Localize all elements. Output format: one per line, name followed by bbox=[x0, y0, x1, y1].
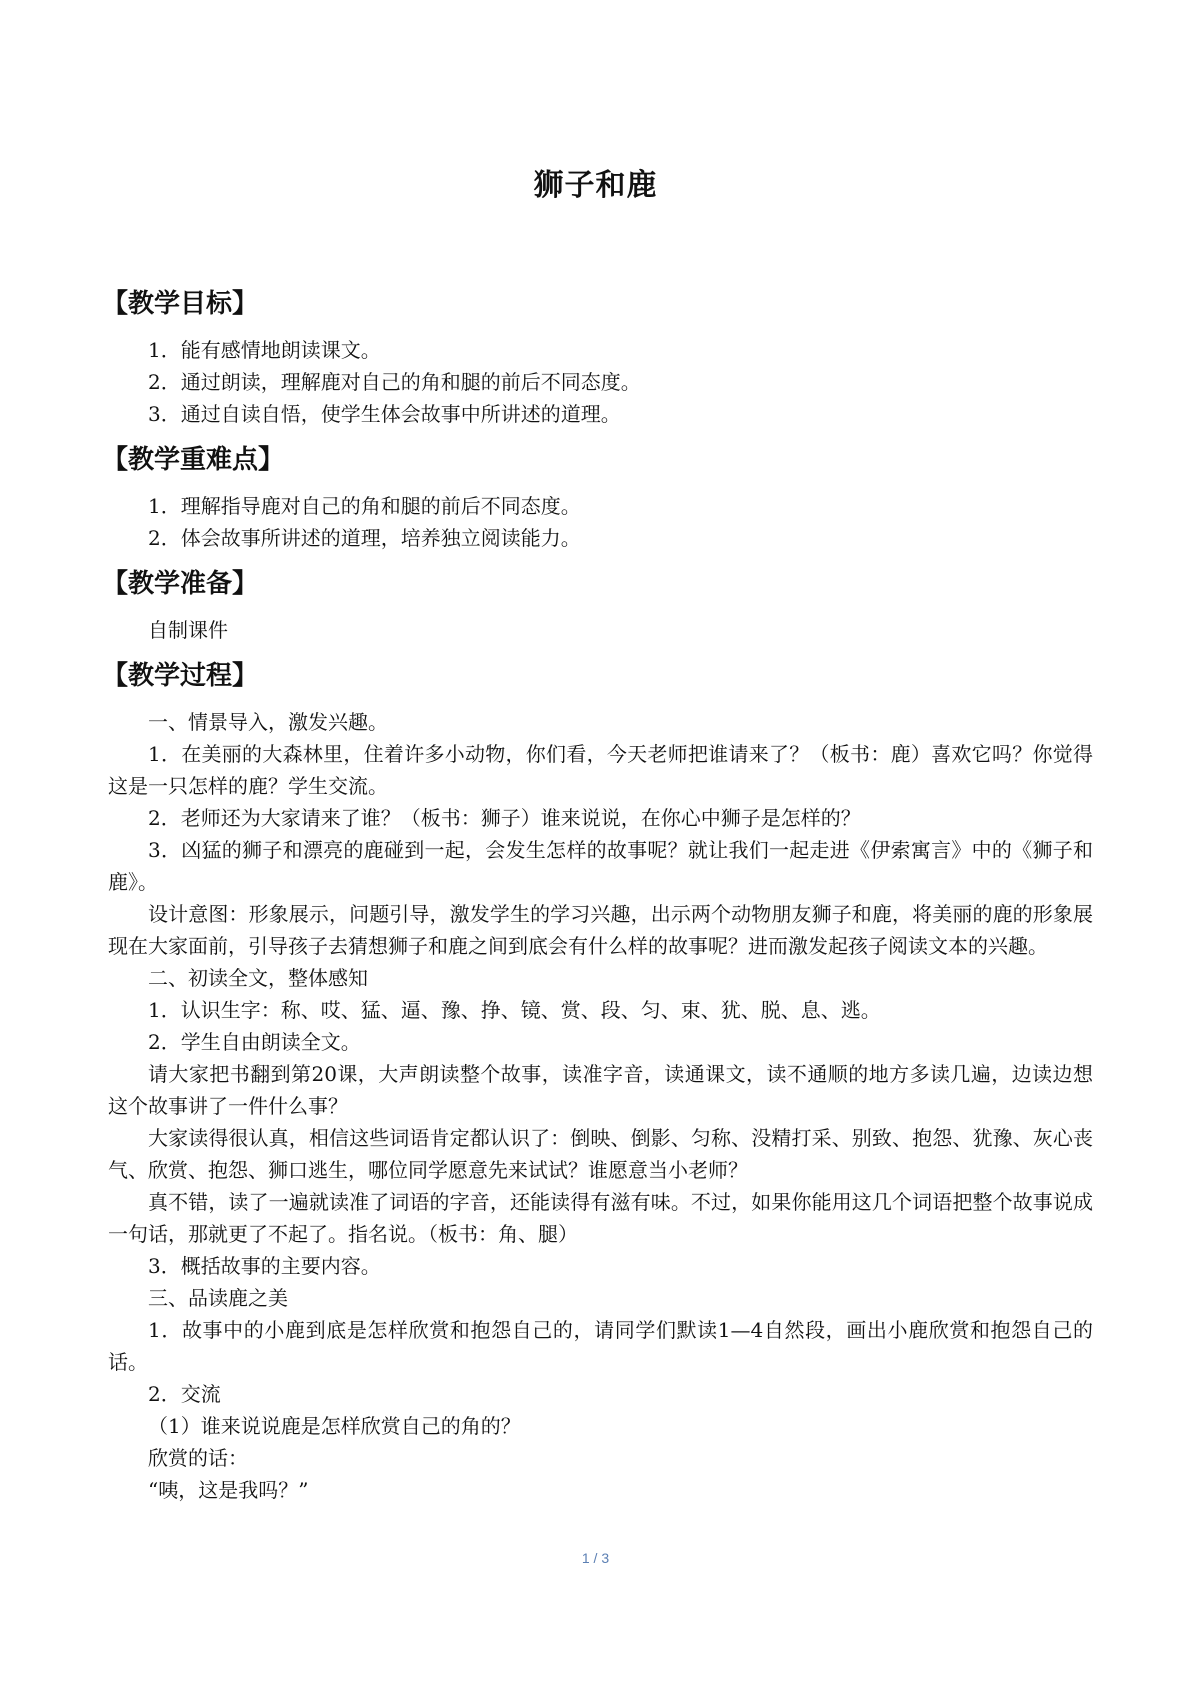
paragraph: 1．理解指导鹿对自己的角和腿的前后不同态度。 bbox=[148, 494, 581, 518]
paragraph: 2．体会故事所讲述的道理，培养独立阅读能力。 bbox=[148, 526, 581, 550]
paragraph: 真不错，读了一遍就读准了词语的字音，还能读得有滋有味。不过，如果你能用这几个词语把整个故事说成一句话，那就更了不起了。指名说。（板书：角、腿） bbox=[108, 1190, 1093, 1246]
section-heading-objectives: 【教学目标】 bbox=[102, 289, 259, 319]
paragraph: 1．能有感情地朗读课文。 bbox=[148, 338, 381, 362]
paragraph: “咦，这是我吗？” bbox=[148, 1478, 309, 1502]
paragraph: 请大家把书翻到第20课，大声朗读整个故事，读准字音，读通课文，读不通顺的地方多读几遍，边读边想这个故事讲了一件什么事？ bbox=[108, 1062, 1093, 1118]
paragraph: （1）谁来说说鹿是怎样欣赏自己的角的？ bbox=[148, 1414, 521, 1438]
page-number: 1 / 3 bbox=[581, 1550, 610, 1566]
document-title: 狮子和鹿 bbox=[533, 168, 658, 203]
paragraph: 一、情景导入，激发兴趣。 bbox=[148, 710, 388, 734]
document-body bbox=[102, 284, 1093, 1506]
section-heading-key-points: 【教学重难点】 bbox=[102, 445, 285, 475]
paragraph: 2．学生自由朗读全文。 bbox=[148, 1030, 361, 1054]
paragraph: 1．在美丽的大森林里，住着许多小动物，你们看，今天老师把谁请来了？（板书：鹿）喜欢它吗？你觉得这是一只怎样的鹿？学生交流。 bbox=[108, 742, 1093, 798]
paragraph: 2．交流 bbox=[148, 1382, 221, 1406]
paragraph: 1．故事中的小鹿到底是怎样欣赏和抱怨自己的，请同学们默读1—4自然段，画出小鹿欣赏和抱怨自己的话。 bbox=[108, 1318, 1093, 1374]
paragraph: 二、初读全文，整体感知 bbox=[148, 966, 368, 990]
paragraph: 2．老师还为大家请来了谁？（板书：狮子）谁来说说，在你心中狮子是怎样的？ bbox=[148, 806, 861, 830]
paragraph: 2．通过朗读，理解鹿对自己的角和腿的前后不同态度。 bbox=[148, 370, 641, 394]
paragraph: 大家读得很认真，相信这些词语肯定都认识了：倒映、倒影、匀称、没精打采、别致、抱怨、犹豫、灰心丧气、欣赏、抱怨、狮口逃生，哪位同学愿意先来试试？谁愿意当小老师？ bbox=[108, 1126, 1093, 1182]
section-heading-process: 【教学过程】 bbox=[102, 661, 259, 691]
paragraph: 三、品读鹿之美 bbox=[148, 1286, 288, 1310]
paragraph: 欣赏的话： bbox=[148, 1446, 248, 1470]
paragraph: 3．凶猛的狮子和漂亮的鹿碰到一起，会发生怎样的故事呢？就让我们一起走进《伊索寓言》中的《狮子和鹿》。 bbox=[108, 838, 1093, 894]
section-heading-preparation: 【教学准备】 bbox=[102, 569, 259, 599]
paragraph: 设计意图：形象展示，问题引导，激发学生的学习兴趣，出示两个动物朋友狮子和鹿，将美丽的鹿的形象展现在大家面前，引导孩子去猜想狮子和鹿之间到底会有什么样的故事呢？进而激发起孩子阅读文本的兴趣。 bbox=[108, 902, 1093, 958]
paragraph: 自制课件 bbox=[148, 618, 228, 642]
paragraph: 3．概括故事的主要内容。 bbox=[148, 1254, 381, 1278]
paragraph: 3．通过自读自悟，使学生体会故事中所讲述的道理。 bbox=[148, 402, 621, 426]
paragraph: 1．认识生字：称、哎、猛、逼、豫、挣、镜、赏、段、匀、束、犹、脱、息、逃。 bbox=[148, 998, 881, 1022]
